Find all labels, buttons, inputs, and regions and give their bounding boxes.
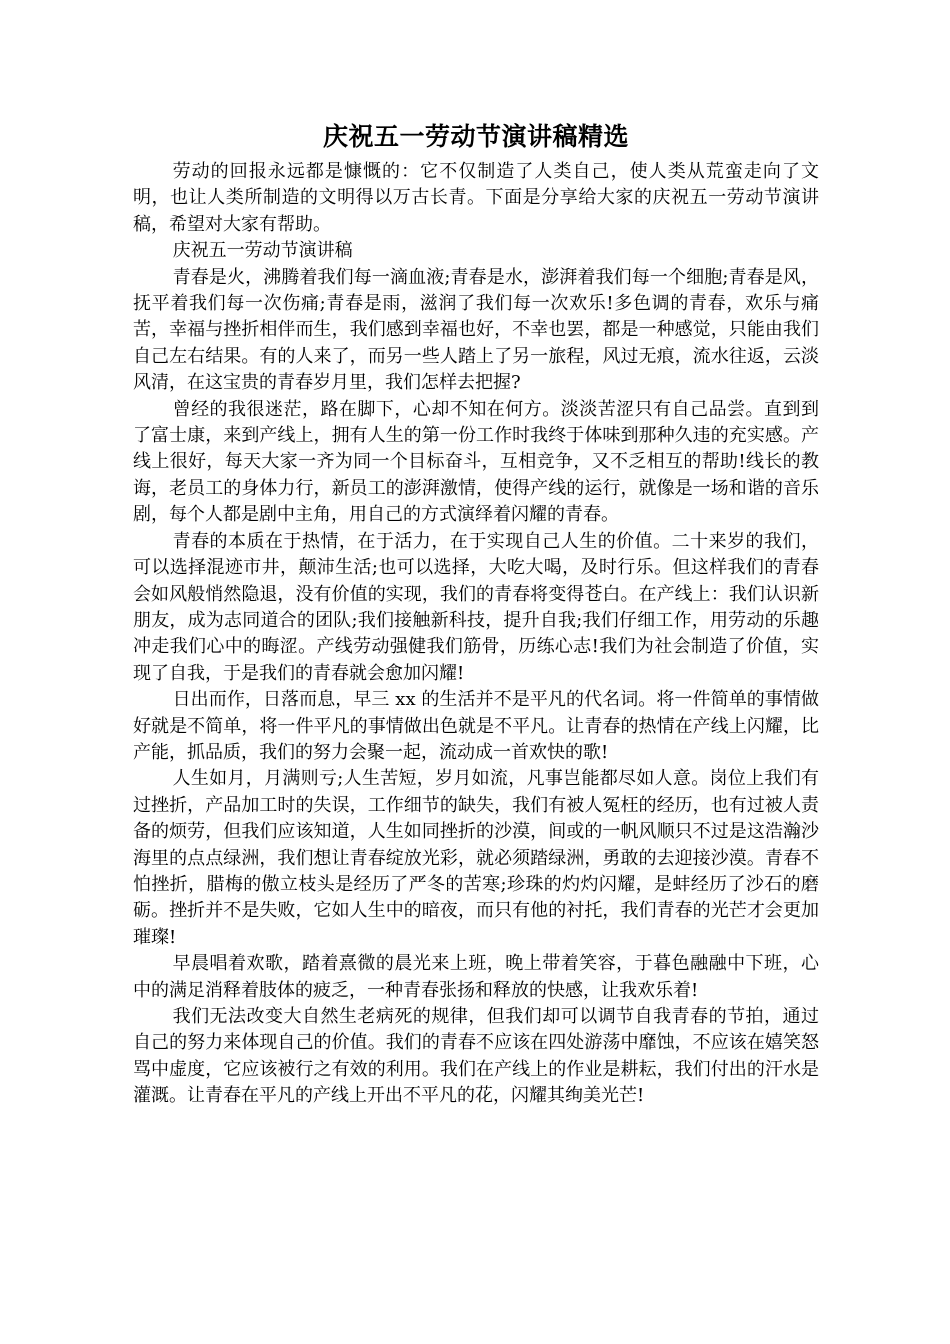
document-title: 庆祝五一劳动节演讲稿精选 bbox=[322, 122, 629, 151]
paragraph: 日出而作，日落而息，早三 xx 的生活并不是平凡的代名词。将一件简单的事情做好就是不简单，将一件平凡的事情做出色就是不平凡。让青春的热情在产线上闪耀，比产能，抓品质，我们的努力会聚一起，流动成一首欢快的歌! bbox=[133, 689, 819, 763]
paragraph-subtitle: 庆祝五一劳动节演讲稿 bbox=[172, 240, 353, 262]
paragraph: 人生如月，月满则亏;人生苦短，岁月如流，凡事岂能都尽如人意。岗位上我们有过挫折，产品加工时的失误，工作细节的缺失，我们有被人冤枉的经历，也有过被人责备的烦劳，但我们应该知道，人生如同挫折的沙漠，间或的一帆风顺只不过是这浩瀚沙海里的点点绿洲，我们想让青春绽放光彩，就必须踏绿洲，勇敢的去迎接沙漠。青春不怕挫折，腊梅的傲立枝头是经历了严冬的苦寒;珍珠的灼灼闪耀，是蚌经历了沙石的磨砺。挫折并不是失败，它如人生中的暗夜，而只有他的衬托，我们青春的光芒才会更加璀璨! bbox=[133, 768, 819, 948]
paragraph: 早晨唱着欢歌，踏着熹微的晨光来上班，晚上带着笑容，于暮色融融中下班，心中的满足消释着肢体的疲乏，一种青春张扬和释放的快感，让我欢乐着! bbox=[133, 953, 819, 1001]
paragraph: 我们无法改变大自然生老病死的规律，但我们却可以调节自我青春的节拍，通过自己的努力来体现自己的价值。我们的青春不应该在四处游荡中靡蚀，不应该在嬉笑怒骂中虚度，它应该被行之有效的利用。我们在产线上的作业是耕耘，我们付出的汗水是灌溉。让青春在平凡的产线上开出不平凡的花，闪耀其绚美光芒! bbox=[133, 1006, 819, 1107]
paragraph: 青春是火，沸腾着我们每一滴血液;青春是水，澎湃着我们每一个细胞;青春是风，抚平着我们每一次伤痛;青春是雨，滋润了我们每一次欢乐!多色调的青春，欢乐与痛苦，幸福与挫折相伴而生，我们感到幸福也好，不幸也罢，都是一种感觉，只能由我们自己左右结果。有的人来了，而另一些人踏上了另一旅程，风过无痕，流水往返，云淡风清，在这宝贵的青春岁月里，我们怎样去把握? bbox=[133, 266, 819, 394]
paragraph: 曾经的我很迷茫，路在脚下，心却不知在何方。淡淡苦涩只有自己品尝。直到到了富士康，来到产线上，拥有人生的第一份工作时我终于体味到那种久违的充实感。产线上很好，每天大家一齐为同一个目标奋斗，互相竞争，又不乏相互的帮助!线长的教诲，老员工的身体力行，新员工的澎湃激情，使得产线的运行，就像是一场和谐的音乐剧，每个人都是剧中主角，用自己的方式演绎着闪耀的青春。 bbox=[133, 398, 819, 526]
paragraph: 青春的本质在于热情，在于活力，在于实现自己人生的价值。二十来岁的我们，可以选择混迹市井，颠沛生活;也可以选择，大吃大喝，及时行乐。但这样我们的青春会如风般悄然隐退，没有价值的实现，我们的青春将变得苍白。在产线上：我们认识新朋友，成为志同道合的团队;我们接触新科技，提升自我;我们仔细工作，用劳动的乐趣冲走我们心中的晦涩。产线劳动强健我们筋骨，历练心志!我们为社会制造了价值，实现了自我，于是我们的青春就会愈加闪耀! bbox=[133, 530, 819, 684]
paragraph-intro: 劳动的回报永远都是慷慨的：它不仅制造了人类自己，使人类从荒蛮走向了文明，也让人类所制造的文明得以万古长青。下面是分享给大家的庆祝五一劳动节演讲稿，希望对大家有帮助。 bbox=[133, 161, 819, 235]
document-page bbox=[133, 118, 819, 1110]
